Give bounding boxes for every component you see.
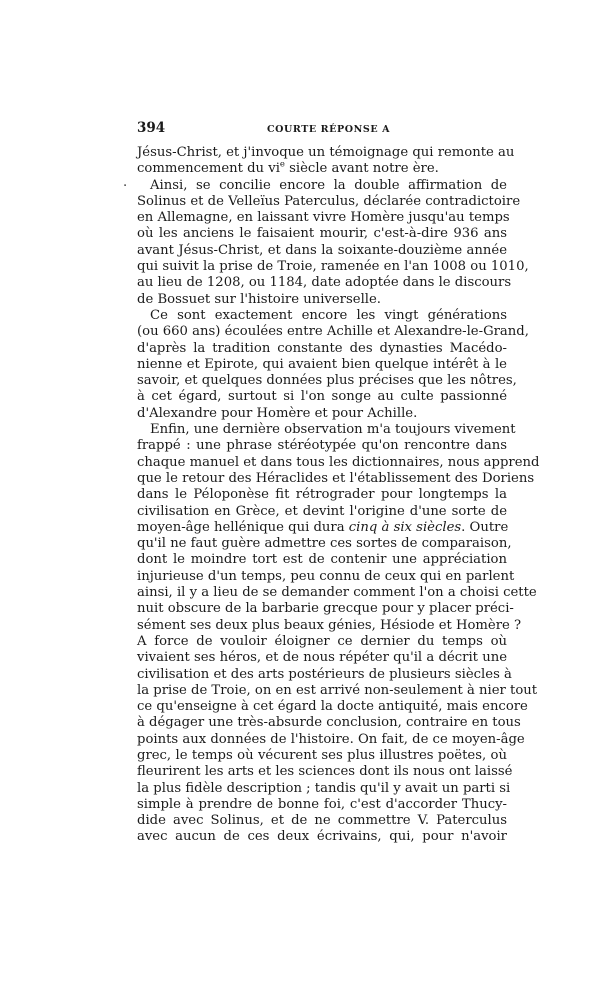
text-line: nuit obscure de la barbarie grecque pour y placer préci- <box>137 601 514 617</box>
text-line: que le retour des Héraclides et l'établissement des Doriens <box>137 470 535 486</box>
text-line: civilisation et des arts postérieurs de plusieurs siècles à <box>137 666 512 682</box>
text-line: savoir, et quelques données plus précises que les nôtres, <box>137 373 517 389</box>
text-line: d'Alexandre pour Homère et pour Achille. <box>137 405 418 421</box>
text-line: vivaient ses héros, et de nous répéter qu'il a décrit une <box>137 650 507 666</box>
text-line: au lieu de 1208, ou 1184, date adoptée dans le discours <box>137 275 512 291</box>
text-line: fleurirent les arts et les sciences dont ils nous ont laissé <box>137 764 513 780</box>
text-line: Jésus-Christ, et j'invoque un témoignage qui remonte au <box>137 145 515 160</box>
text-line: injurieuse d'un temps, peu connu de ceux qui en parlent <box>137 568 515 584</box>
text-line: à cet égard, surtout si l'on songe au culte passionné <box>137 389 507 405</box>
text-line: grec, le temps où vécurent ses plus illustres poëtes, où <box>137 747 507 763</box>
italic-phrase: cinq à six siècles <box>348 519 462 535</box>
text-line: commencement du $vi^e$ siècle avant notre ère. <box>137 159 439 177</box>
page-header <box>137 120 507 142</box>
text-line: Enfin, une dernière observation m'a toujours vivement <box>150 422 516 438</box>
text-line: nienne et Epirote, qui avaient bien quelque intérêt à le <box>137 356 507 372</box>
text-line: avant Jésus-Christ, et dans la soixante-douzième année <box>137 242 507 258</box>
text-line: qui suivit la prise de Troie, ramenée en l'an 1008 ou 1010, <box>137 259 529 275</box>
text-line: dans le Péloponèse fit rétrograder pour longtemps la <box>137 487 507 503</box>
text-line: la plus fidèle description ; tandis qu'il y avait un parti si <box>137 780 511 796</box>
text-line: de Bossuet sur l'histoire universelle. <box>137 291 381 307</box>
text-line: sément ses deux plus beaux génies, Hésiode et Homère ? <box>137 617 522 633</box>
book-page <box>123 120 540 862</box>
running-head: COURTE RÉPONSE A <box>267 124 391 135</box>
text-line: dont le moindre tort est de contenir une appréciation <box>137 552 507 568</box>
text-line: chaque manuel et dans tous les dictionnaires, nous apprend <box>137 454 540 470</box>
text-line: civilisation en Grèce, et devint l'origine d'une sorte de <box>137 503 507 519</box>
text-line: où les anciens le faisaient mourir, c'est-à-dire 936 ans <box>137 226 507 242</box>
text-line: qu'il ne faut guère admettre ces sortes de comparaison, <box>137 536 512 552</box>
text-line: Solinus et de Velleïus Paterculus, déclarée contradictoire <box>137 193 521 209</box>
text-line <box>137 846 507 862</box>
text-line: points aux données de l'histoire. On fait, de ce moyen-âge <box>137 731 525 747</box>
text-line: à dégager une très-absurde conclusion, contraire en tous <box>137 715 521 731</box>
margin-mark: . <box>123 175 128 190</box>
text-line: simple à prendre de bonne foi, c'est d'accorder Thucy- <box>137 796 507 812</box>
text-line: d'après la tradition constante des dynasties Macédo- <box>137 340 507 356</box>
text-line: frappé : une phrase stéréotypée qu'on rencontre dans <box>137 438 507 454</box>
text-line: A force de vouloir éloigner ce dernier du temps où <box>137 633 507 649</box>
text-line: ainsi, il y a lieu de se demander comment l'on a choisi cette <box>137 585 537 601</box>
text-line: (ou 660 ans) écoulées entre Achille et Alexandre-le-Grand, <box>137 324 529 340</box>
text-line: avec aucun de ces deux écrivains, qui, pour n'avoir <box>137 829 507 845</box>
text-line: Ainsi, se concilie encore la double affirmation de <box>150 177 507 193</box>
page-number: 394 <box>137 120 166 136</box>
text-line: moyen-âge hellénique qui dura cinq à six siècles. Outre <box>137 519 509 535</box>
text-line: dide avec Solinus, et de ne commettre V. Paterculus <box>137 813 507 829</box>
text-line: Ce sont exactement encore les vingt générations <box>150 307 507 323</box>
body-text <box>137 145 540 862</box>
text-line: en Allemagne, en laissant vivre Homère jusqu'au temps <box>137 210 510 226</box>
text-line: la prise de Troie, on en est arrivé non-seulement à nier tout <box>137 682 538 698</box>
superscript: e <box>279 159 285 170</box>
text-line: ce qu'enseigne à cet égard la docte antiquité, mais encore <box>137 699 528 715</box>
